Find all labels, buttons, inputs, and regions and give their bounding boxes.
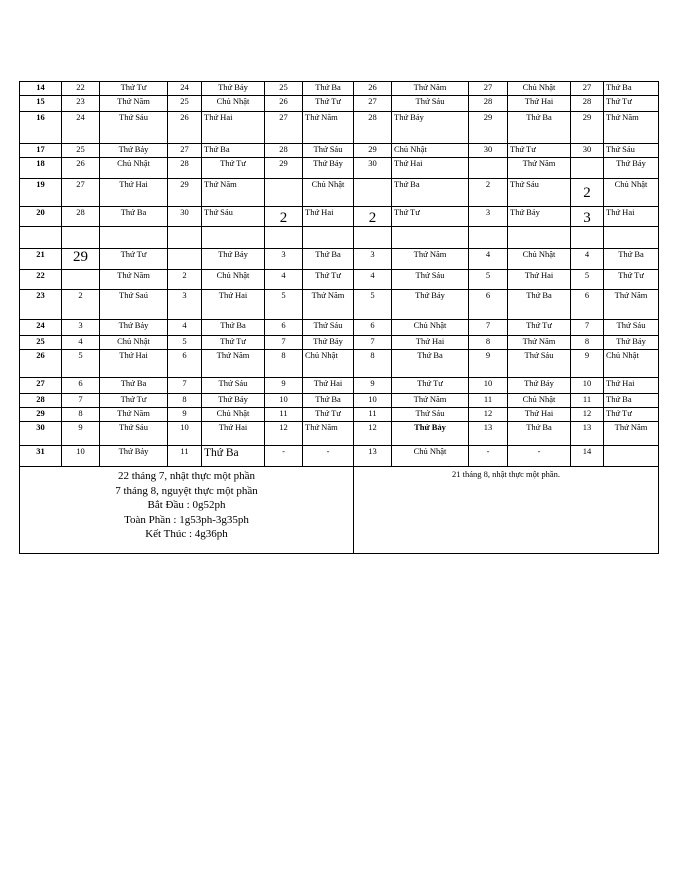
- day-number-cell: 10: [62, 446, 100, 467]
- day-number-cell: 6: [571, 290, 604, 320]
- day-number-cell: 8: [469, 336, 508, 350]
- weekday-cell: Thứ Ba: [508, 422, 571, 446]
- weekday-cell: Chủ Nhật: [303, 350, 354, 378]
- day-number-cell: 9: [265, 378, 303, 394]
- day-number-cell: 11: [469, 394, 508, 408]
- weekday-cell: Thứ Hai: [604, 207, 659, 227]
- day-number-cell: 12: [469, 408, 508, 422]
- weekday-cell: Thứ Bảy: [604, 336, 659, 350]
- weekday-cell: Thứ Bảy: [100, 446, 168, 467]
- calendar-row: [20, 320, 659, 336]
- week-number-cell: [20, 227, 62, 249]
- weekday-cell: Thứ Ba: [508, 290, 571, 320]
- calendar-row: [20, 158, 659, 179]
- day-number-cell: 7: [469, 320, 508, 336]
- weekday-cell: Thứ Bảy: [604, 158, 659, 179]
- weekday-cell: [508, 227, 571, 249]
- weekday-cell: Thứ Saú: [100, 290, 168, 320]
- calendar-row: [20, 96, 659, 112]
- weekday-cell: [604, 227, 659, 249]
- weekday-cell: Chủ Nhật: [202, 96, 265, 112]
- weekday-cell: Thứ Tư: [508, 144, 571, 158]
- weekday-cell: Thứ Bảy: [202, 249, 265, 270]
- calendar-row: [20, 394, 659, 408]
- weekday-cell: Chủ Nhật: [604, 179, 659, 207]
- day-number-cell: [168, 227, 202, 249]
- weekday-cell: Thứ Ba: [604, 82, 659, 96]
- calendar-row: [20, 179, 659, 207]
- week-number-cell: 15: [20, 96, 62, 112]
- weekday-cell: [100, 227, 168, 249]
- weekday-cell: Thứ Ba: [303, 394, 354, 408]
- weekday-cell: Thứ Ba: [392, 179, 469, 207]
- weekday-cell: Chủ Nhật: [303, 179, 354, 207]
- weekday-cell: Thứ Sáu: [604, 144, 659, 158]
- week-number-cell: 14: [20, 82, 62, 96]
- day-number-cell: 6: [354, 320, 392, 336]
- day-number-cell: 27: [354, 96, 392, 112]
- day-number-cell: 4: [168, 320, 202, 336]
- week-number-cell: 29: [20, 408, 62, 422]
- week-number-cell: 16: [20, 112, 62, 144]
- week-number-cell: 26: [20, 350, 62, 378]
- calendar-body: [20, 82, 659, 467]
- weekday-cell: Thứ Tư: [202, 158, 265, 179]
- day-number-cell: 25: [168, 96, 202, 112]
- weekday-cell: Thứ Hai: [303, 207, 354, 227]
- weekday-cell: Thứ Sáu: [303, 144, 354, 158]
- weekday-cell: [604, 446, 659, 467]
- weekday-cell: Thứ Năm: [100, 96, 168, 112]
- day-number-cell: 2: [571, 179, 604, 207]
- calendar-row: [20, 270, 659, 290]
- weekday-cell: Thứ Tư: [303, 270, 354, 290]
- weekday-cell: Thứ Hai: [508, 270, 571, 290]
- day-number-cell: 2: [62, 290, 100, 320]
- day-number-cell: 25: [265, 82, 303, 96]
- day-number-cell: -: [265, 446, 303, 467]
- calendar-row: [20, 350, 659, 378]
- day-number-cell: 11: [265, 408, 303, 422]
- day-number-cell: 26: [168, 112, 202, 144]
- weekday-cell: Thứ Bảy: [100, 320, 168, 336]
- weekday-cell: Chủ Nhật: [604, 350, 659, 378]
- day-number-cell: 6: [168, 350, 202, 378]
- weekday-cell: Thứ Năm: [303, 290, 354, 320]
- day-number-cell: 10: [571, 378, 604, 394]
- day-number-cell: [265, 227, 303, 249]
- weekday-cell: Thứ Hai: [392, 158, 469, 179]
- day-number-cell: 25: [62, 144, 100, 158]
- day-number-cell: 23: [62, 96, 100, 112]
- day-number-cell: 5: [168, 336, 202, 350]
- weekday-cell: Thứ Năm: [508, 336, 571, 350]
- weekday-cell: Chủ Nhật: [100, 336, 168, 350]
- day-number-cell: 8: [354, 350, 392, 378]
- day-number-cell: 29: [168, 179, 202, 207]
- weekday-cell: Thứ Năm: [392, 249, 469, 270]
- weekday-cell: Chủ Nhật: [392, 320, 469, 336]
- weekday-cell: Chủ Nhật: [202, 408, 265, 422]
- day-number-cell: 8: [265, 350, 303, 378]
- weekday-cell: Thứ Ba: [303, 249, 354, 270]
- day-number-cell: [354, 227, 392, 249]
- weekday-cell: Thứ Tư: [202, 336, 265, 350]
- week-number-cell: 24: [20, 320, 62, 336]
- weekday-cell: Chủ Nhật: [392, 446, 469, 467]
- weekday-cell: Thứ Tư: [100, 82, 168, 96]
- day-number-cell: [469, 227, 508, 249]
- weekday-cell: Thứ Sáu: [392, 96, 469, 112]
- day-number-cell: 4: [62, 336, 100, 350]
- weekday-cell: Thứ Hai: [392, 336, 469, 350]
- day-number-cell: [571, 227, 604, 249]
- weekday-cell: Thứ Ba: [604, 394, 659, 408]
- day-number-cell: 13: [354, 446, 392, 467]
- day-number-cell: 4: [469, 249, 508, 270]
- day-number-cell: 28: [354, 112, 392, 144]
- day-number-cell: 3: [354, 249, 392, 270]
- day-number-cell: 5: [571, 270, 604, 290]
- weekday-cell: Thứ Bảy: [202, 82, 265, 96]
- note-line: Bắt Đầu : 0g52ph: [147, 499, 226, 511]
- day-number-cell: 6: [62, 378, 100, 394]
- weekday-cell: Thứ Tư: [303, 408, 354, 422]
- day-number-cell: 24: [168, 82, 202, 96]
- day-number-cell: 4: [265, 270, 303, 290]
- weekday-cell: Chủ Nhật: [508, 82, 571, 96]
- day-number-cell: 10: [469, 378, 508, 394]
- notes-row: [20, 467, 659, 554]
- calendar-table: [19, 81, 659, 554]
- weekday-cell: Chủ Nhật: [508, 249, 571, 270]
- week-number-cell: 28: [20, 394, 62, 408]
- weekday-cell: -: [508, 446, 571, 467]
- day-number-cell: 27: [571, 82, 604, 96]
- weekday-cell: Thứ Năm: [604, 290, 659, 320]
- day-number-cell: 13: [571, 422, 604, 446]
- weekday-cell: Chủ Nhật: [202, 270, 265, 290]
- day-number-cell: 3: [62, 320, 100, 336]
- day-number-cell: 2: [168, 270, 202, 290]
- day-number-cell: 28: [168, 158, 202, 179]
- weekday-cell: Thứ Năm: [202, 179, 265, 207]
- week-number-cell: 27: [20, 378, 62, 394]
- day-number-cell: [62, 227, 100, 249]
- weekday-cell: Chủ Nhật: [392, 144, 469, 158]
- weekday-cell: Thứ Bảy: [392, 422, 469, 446]
- calendar-row: [20, 422, 659, 446]
- eclipse-notes-right: [354, 467, 659, 554]
- day-number-cell: 28: [469, 96, 508, 112]
- day-number-cell: 11: [168, 446, 202, 467]
- day-number-cell: 11: [571, 394, 604, 408]
- calendar-row: [20, 112, 659, 144]
- weekday-cell: Thứ Tư: [392, 207, 469, 227]
- calendar-row: [20, 249, 659, 270]
- week-number-cell: 20: [20, 207, 62, 227]
- weekday-cell: Thứ Bảy: [303, 158, 354, 179]
- weekday-cell: Thứ Ba: [604, 249, 659, 270]
- weekday-cell: Thứ Năm: [202, 350, 265, 378]
- calendar-row: [20, 446, 659, 467]
- day-number-cell: 30: [168, 207, 202, 227]
- weekday-cell: Thứ Sáu: [508, 179, 571, 207]
- day-number-cell: 30: [469, 144, 508, 158]
- day-number-cell: 3: [265, 249, 303, 270]
- day-number-cell: 9: [354, 378, 392, 394]
- day-number-cell: [469, 158, 508, 179]
- weekday-cell: Thứ Tư: [604, 270, 659, 290]
- calendar-row: [20, 207, 659, 227]
- calendar-row: [20, 227, 659, 249]
- weekday-cell: Thứ Sáu: [303, 320, 354, 336]
- week-number-cell: 31: [20, 446, 62, 467]
- weekday-cell: Thứ Ba: [100, 207, 168, 227]
- day-number-cell: 8: [571, 336, 604, 350]
- weekday-cell: Thứ Hai: [303, 378, 354, 394]
- day-number-cell: 12: [265, 422, 303, 446]
- day-number-cell: 5: [265, 290, 303, 320]
- day-number-cell: 10: [354, 394, 392, 408]
- weekday-cell: Thứ Ba: [202, 320, 265, 336]
- calendar-row: [20, 144, 659, 158]
- day-number-cell: 4: [571, 249, 604, 270]
- day-number-cell: 30: [354, 158, 392, 179]
- day-number-cell: 29: [354, 144, 392, 158]
- day-number-cell: 9: [571, 350, 604, 378]
- weekday-cell: Thứ Hai: [604, 378, 659, 394]
- day-number-cell: 24: [62, 112, 100, 144]
- weekday-cell: Thứ Bảy: [392, 112, 469, 144]
- day-number-cell: 7: [571, 320, 604, 336]
- weekday-cell: Thứ Hai: [100, 350, 168, 378]
- weekday-cell: Chủ Nhật: [100, 158, 168, 179]
- weekday-cell: Thứ Tư: [100, 394, 168, 408]
- weekday-cell: Thứ Năm: [100, 408, 168, 422]
- weekday-cell: Thứ Bảy: [303, 336, 354, 350]
- day-number-cell: 9: [168, 408, 202, 422]
- weekday-cell: Thứ Năm: [303, 112, 354, 144]
- day-number-cell: 29: [265, 158, 303, 179]
- weekday-cell: Thứ Ba: [392, 350, 469, 378]
- week-number-cell: 22: [20, 270, 62, 290]
- day-number-cell: 10: [168, 422, 202, 446]
- day-number-cell: [62, 270, 100, 290]
- weekday-cell: Thứ Ba: [100, 378, 168, 394]
- day-number-cell: 3: [168, 290, 202, 320]
- week-number-cell: 21: [20, 249, 62, 270]
- weekday-cell: Thứ Ba: [202, 446, 265, 467]
- day-number-cell: [354, 179, 392, 207]
- weekday-cell: Thứ Bảy: [100, 144, 168, 158]
- calendar-row: [20, 336, 659, 350]
- week-number-cell: 17: [20, 144, 62, 158]
- day-number-cell: 27: [469, 82, 508, 96]
- week-number-cell: 25: [20, 336, 62, 350]
- week-number-cell: 23: [20, 290, 62, 320]
- weekday-cell: Thứ Sáu: [202, 378, 265, 394]
- note-line: 7 tháng 8, nguyệt thực một phần: [115, 484, 258, 497]
- weekday-cell: Thứ Tư: [508, 320, 571, 336]
- day-number-cell: 27: [62, 179, 100, 207]
- weekday-cell: Thứ Hai: [508, 408, 571, 422]
- day-number-cell: 7: [265, 336, 303, 350]
- weekday-cell: Thứ Bảy: [392, 290, 469, 320]
- weekday-cell: Thứ Năm: [392, 82, 469, 96]
- weekday-cell: Thứ Sáu: [100, 112, 168, 144]
- weekday-cell: Thứ Tư: [604, 96, 659, 112]
- day-number-cell: 5: [62, 350, 100, 378]
- weekday-cell: Thứ Bảy: [508, 207, 571, 227]
- note-line: 21 tháng 8, nhật thực một phần.: [451, 469, 560, 479]
- day-number-cell: 6: [469, 290, 508, 320]
- day-number-cell: 9: [469, 350, 508, 378]
- day-number-cell: 28: [265, 144, 303, 158]
- weekday-cell: Thứ Năm: [303, 422, 354, 446]
- weekday-cell: Thứ Sáu: [392, 270, 469, 290]
- note-line: Kết Thúc : 4g36ph: [145, 528, 228, 540]
- weekday-cell: Thứ Sáu: [100, 422, 168, 446]
- day-number-cell: 3: [571, 207, 604, 227]
- weekday-cell: [202, 227, 265, 249]
- calendar-row: [20, 290, 659, 320]
- day-number-cell: 29: [62, 249, 100, 270]
- day-number-cell: 27: [265, 112, 303, 144]
- weekday-cell: Thứ Hai: [202, 422, 265, 446]
- weekday-cell: Thứ Năm: [508, 158, 571, 179]
- weekday-cell: Thứ Ba: [508, 112, 571, 144]
- weekday-cell: Thứ Tư: [303, 96, 354, 112]
- day-number-cell: [168, 249, 202, 270]
- day-number-cell: 12: [354, 422, 392, 446]
- day-number-cell: 7: [168, 378, 202, 394]
- weekday-cell: -: [303, 446, 354, 467]
- weekday-cell: Thứ Tư: [392, 378, 469, 394]
- day-number-cell: [571, 158, 604, 179]
- day-number-cell: 2: [265, 207, 303, 227]
- weekday-cell: Thứ Bảy: [202, 394, 265, 408]
- weekday-cell: Thứ Năm: [100, 270, 168, 290]
- day-number-cell: 29: [571, 112, 604, 144]
- day-number-cell: 2: [469, 179, 508, 207]
- weekday-cell: Thứ Bảy: [508, 378, 571, 394]
- day-number-cell: 22: [62, 82, 100, 96]
- weekday-cell: Thứ Hai: [508, 96, 571, 112]
- day-number-cell: 4: [354, 270, 392, 290]
- day-number-cell: 7: [354, 336, 392, 350]
- weekday-cell: Thứ Tư: [604, 408, 659, 422]
- weekday-cell: [303, 227, 354, 249]
- weekday-cell: Thứ Hai: [100, 179, 168, 207]
- weekday-cell: Thứ Sáu: [604, 320, 659, 336]
- day-number-cell: 30: [571, 144, 604, 158]
- day-number-cell: 28: [571, 96, 604, 112]
- day-number-cell: 6: [265, 320, 303, 336]
- day-number-cell: 3: [469, 207, 508, 227]
- day-number-cell: 8: [168, 394, 202, 408]
- day-number-cell: 13: [469, 422, 508, 446]
- weekday-cell: Thứ Sáu: [202, 207, 265, 227]
- weekday-cell: Thứ Năm: [392, 394, 469, 408]
- week-number-cell: 19: [20, 179, 62, 207]
- weekday-cell: Thứ Tư: [100, 249, 168, 270]
- weekday-cell: Chủ Nhật: [508, 394, 571, 408]
- day-number-cell: 10: [265, 394, 303, 408]
- calendar-row: [20, 82, 659, 96]
- day-number-cell: 11: [354, 408, 392, 422]
- day-number-cell: 5: [354, 290, 392, 320]
- weekday-cell: Thứ Ba: [303, 82, 354, 96]
- weekday-cell: Thứ Hai: [202, 112, 265, 144]
- day-number-cell: 26: [354, 82, 392, 96]
- day-number-cell: 26: [62, 158, 100, 179]
- weekday-cell: Thứ Ba: [202, 144, 265, 158]
- day-number-cell: 27: [168, 144, 202, 158]
- day-number-cell: 2: [354, 207, 392, 227]
- day-number-cell: 9: [62, 422, 100, 446]
- weekday-cell: Thứ Sáu: [508, 350, 571, 378]
- weekday-cell: Thứ Hai: [202, 290, 265, 320]
- day-number-cell: 14: [571, 446, 604, 467]
- week-number-cell: 18: [20, 158, 62, 179]
- calendar-row: [20, 378, 659, 394]
- day-number-cell: 12: [571, 408, 604, 422]
- note-line: Toàn Phần : 1g53ph-3g35ph: [124, 513, 249, 526]
- eclipse-notes-left: [20, 467, 354, 554]
- day-number-cell: -: [469, 446, 508, 467]
- day-number-cell: 7: [62, 394, 100, 408]
- day-number-cell: 5: [469, 270, 508, 290]
- note-line: 22 tháng 7, nhật thực một phần: [117, 470, 256, 482]
- day-number-cell: 26: [265, 96, 303, 112]
- day-number-cell: 29: [469, 112, 508, 144]
- weekday-cell: Thứ Sáu: [392, 408, 469, 422]
- week-number-cell: 30: [20, 422, 62, 446]
- weekday-cell: Thứ Năm: [604, 422, 659, 446]
- day-number-cell: [265, 179, 303, 207]
- weekday-cell: Thứ Năm: [604, 112, 659, 144]
- day-number-cell: 8: [62, 408, 100, 422]
- day-number-cell: 28: [62, 207, 100, 227]
- weekday-cell: [392, 227, 469, 249]
- calendar-row: [20, 408, 659, 422]
